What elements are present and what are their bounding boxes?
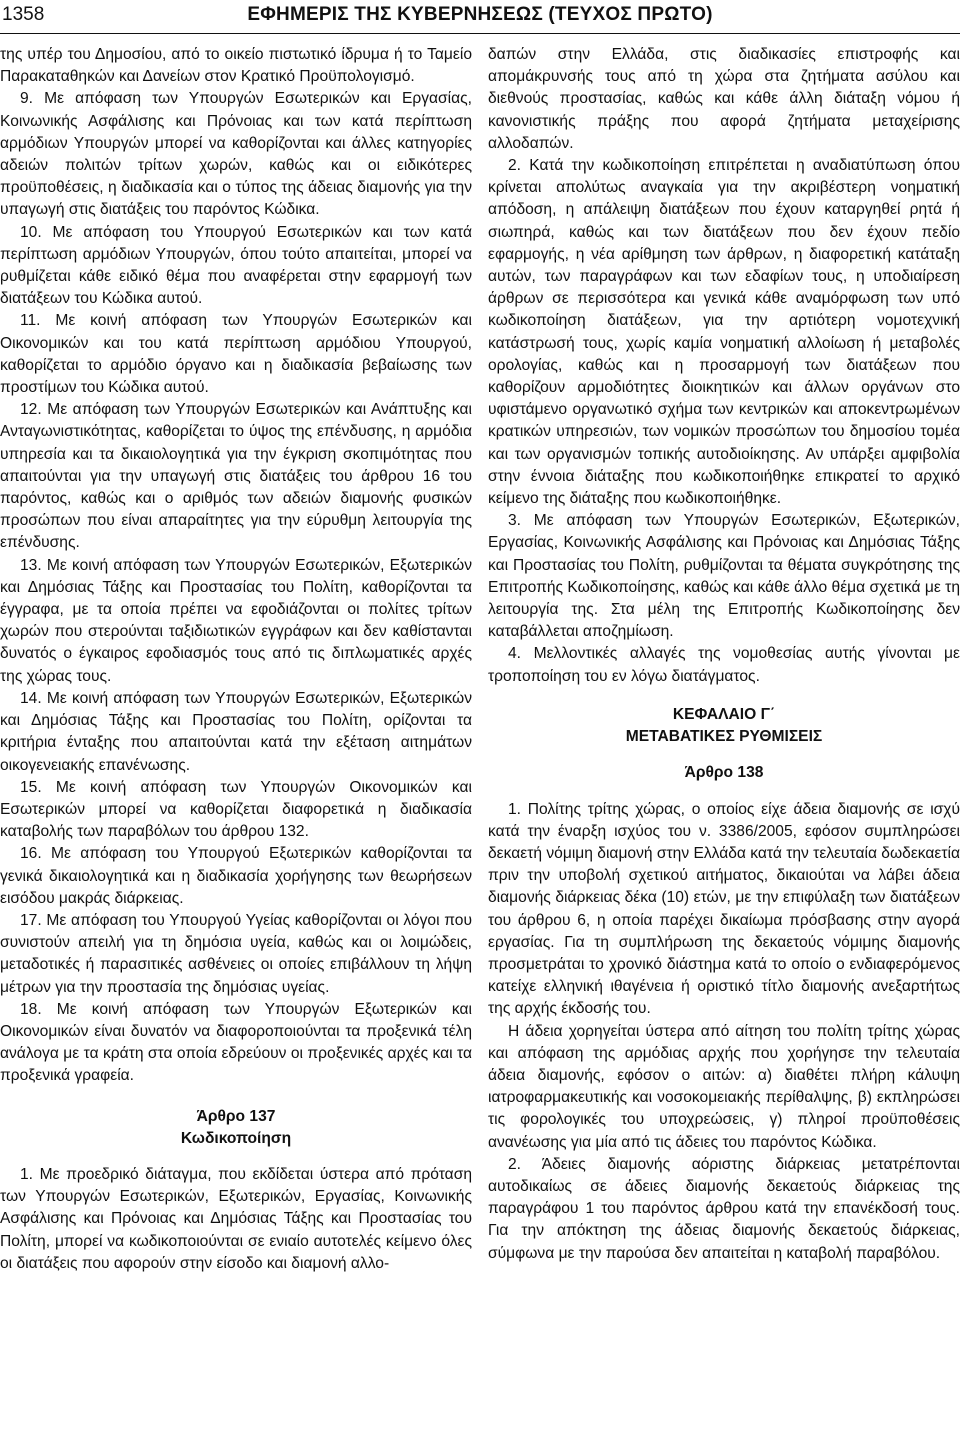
paragraph-16: 16. Με απόφαση του Υπουργού Εξωτερικών καθορίζονται τα γενικά δικαιολογητικά και η διαδικασία χορήγησης των θεωρήσεων εισόδου μακράς διάρκειας.	[0, 845, 472, 907]
paragraph-14: 14. Με κοινή απόφαση των Υπουργών Εσωτερικών, Εξωτερικών και Δημόσιας Τάξης και Προστασίας του Πολίτη, ορίζονται τα κριτήρια ένταξης που απαιτούνται κατά την εξέταση αιτημάτων οικογενειακής επανένωσης.	[0, 689, 472, 774]
paragraph-13: 13. Με κοινή απόφαση των Υπουργών Εσωτερικών, Εξωτερικών και Δημόσιας Τάξης και Προστασίας του Πολίτη, καθορίζονται τα έγγραφα, με τα οποία πρέπει να εφοδιάζονται οι πολίτες τρίτων χωρών που στερούνται ταξιδιωτικών εγγράφων και δεν καθίστανται δυνατός ο έγκαιρος εφοδιασμός τους από τις διπλωματικές αρχές της χώρας τους.	[0, 556, 472, 685]
article-138-paragraph-1: 1. Πολίτης τρίτης χώρας, ο οποίος είχε άδεια διαμονής σε ισχύ κατά την έναρξη ισχύος του ν. 3386/2005, εφόσον συμπληρώσει δεκαετή νόμιμη διαμονή στην Ελλάδα κατά την τελευταία δωδεκαετία πριν την υποβολή σχετικού αιτήματος, δικαιούται να λάβει άδεια διαμονής διάρκειας δέκα (10) ετών, με την επιφύλαξη των διατάξεων του άρθρου 6, η οποία παρέχει δικαίωμα πρόσβασης στην αγορά εργασίας. Για τη συμπλήρωση της δεκαετούς νόμιμης διαμονής προσμετράται το χρονικό διάστημα κατά το οποίο ο ενδιαφερόμενος κατείχε ελληνική ιθαγένεια ή οριστικό τίτλο διαμονής ανεξαρτήτως της αρχής έκδοσής του.	[488, 800, 960, 1018]
paragraph-9: 9. Με απόφαση των Υπουργών Εσωτερικών και Εργασίας, Κοινωνικής Ασφάλισης και Πρόνοιας και των κατά περίπτωση αρμόδιων Υπουργών μπορεί να καθορίζονται και άλλες κατηγορίες αδειών πολιτών τρίτων χωρών, καθώς και οι ειδικότερες προϋποθέσεις, η διαδικασία και ο τύπος της άδειας διαμονής για την υπαγωγή στις διατάξεις του παρόντος Κώδικα.	[0, 90, 472, 219]
left-column	[0, 44, 472, 1275]
article-138-paragraph-1-continued: Η άδεια χορηγείται ύστερα από αίτηση του πολίτη τρίτης χώρας και απόφαση της αρμόδιας αρχής που χορήγησε την τελευταία άδεια διαμονής, εφόσον ο αιτών: α) διαθέτει πλήρη κάλυψη ιατροφαρμακευτικής και νοσοκομειακής περίθαλψης, β) εκπληρώσει τις φορολογικές του υποχρεώσεις, γ) πληροί προϋποθέσεις ανανέωσης για μία από τις άδειες του παρόντος Κώδικα.	[488, 1022, 960, 1151]
paragraph-18: 18. Με κοινή απόφαση των Υπουργών Εξωτερικών και Οικονομικών είναι δυνατόν να διαφοροποιούνται τα προξενικά τέλη ανάλογα με τα κράτη στα οποία εδρεύουν οι προξενικές αρχές και τα προξενικά γραφεία.	[0, 1000, 472, 1085]
article-137-paragraph-3: 3. Με απόφαση των Υπουργών Εσωτερικών, Εξωτερικών, Εργασίας, Κοινωνικής Ασφάλισης και Πρόνοιας και Δημόσιας Τάξης και Προστασίας του Πολίτη, ρυθμίζονται τα θέματα συγκρότησης της Επιτροπής Κωδικοποίησης, καθώς και κάθε άλλο θέμα σχετικά με τη λειτουργία της. Στα μέλη της Επιτροπής Κωδικοποίησης δεν καταβάλλεται αποζημίωση.	[488, 512, 960, 641]
paragraph-11: 11. Με κοινή απόφαση των Υπουργών Εσωτερικών και Οικονομικών και του κατά περίπτωση αρμόδιου Υπουργού, καθορίζεται το αρμόδιο όργανο και η διαδικασία βεβαίωσης των προστίμων του Κώδικα αυτού.	[0, 312, 472, 397]
paragraph-17: 17. Με απόφαση του Υπουργού Υγείας καθορίζονται οι λόγοι που συνιστούν απειλή για τη δημόσια υγεία, καθώς και οι λοιμώδεις, μεταδοτικές ή παρασιτικές ασθένειες οι οποίες επιβάλλουν τη λήψη μέτρων για την προστασία της δημόσιας υγείας.	[0, 911, 472, 996]
article-137-paragraph-4: 4. Μελλοντικές αλλαγές της νομοθεσίας αυτής γίνονται με τροποποίηση του εν λόγω διατάγματος.	[488, 645, 960, 685]
article-137-title: Κωδικοποίηση	[180, 1129, 292, 1147]
page-number: 1358	[2, 4, 45, 25]
paragraph-continuation: δαπών στην Ελλάδα, στις διαδικασίες επιστροφής και απομάκρυνσής τους από τη χώρα στα ζητήματα ασύλου και διεθνούς προστασίας, καθώς και κάθε άλλη διάταξη νόμου ή κανονιστικής πράξης που αφορά ζητήματα μεταχείρισης αλλοδαπών.	[488, 46, 960, 152]
page-header	[0, 0, 960, 34]
paragraph-12: 12. Με απόφαση των Υπουργών Εσωτερικών και Ανάπτυξης και Ανταγωνιστικότητας, καθορίζεται το ύψος της επένδυσης, η αρμόδια υπηρεσία και τα δικαιολογητικά για την έγκριση σκοπιμότητας που απαιτούνται για την υπαγωγή στις διατάξεις του άρθρου 16 του παρόντος, καθώς και ο αριθμός των αδειών διαμονής φυσικών προσώπων που είναι απαραίτητες για την εύρυθμη λειτουργία της επένδυσης.	[0, 401, 472, 552]
paragraph-10: 10. Με απόφαση του Υπουργού Εσωτερικών και των κατά περίπτωση αρμόδιων Υπουργών, όπου τούτο απαιτείται, μπορεί να ρυθμίζεται κάθε ειδικό θέμα που αναφέρεται στην εφαρμογή των διατάξεων του Κώδικα αυτού.	[0, 223, 472, 308]
article-137-paragraph-1: 1. Με προεδρικό διάταγμα, που εκδίδεται ύστερα από πρόταση των Υπουργών Εσωτερικών, Εξωτερικών, Εργασίας, Κοινωνικής Ασφάλισης και Πρόνοιας και Δημόσιας Τάξης και Προστασίας του Πολίτη, μπορεί να κωδικοποιούνται σε ενιαίο αυτοτελές κείμενο όλες οι διατάξεις που αφορούν στην είσοδο και διαμονή αλλο-	[0, 1165, 472, 1272]
article-137-paragraph-2: 2. Κατά την κωδικοποίηση επιτρέπεται η αναδιατύπωση όπου κρίνεται απολύτως αναγκαία για την ακριβέστερη νοηματική απόδοση, η απάλειψη διατάξεων που έχουν καταργηθεί ρητά ή σιωπηρά, καθώς και των διατάξεων που δεν έχουν πεδίο εφαρμογής, η νέα αρίθμηση των άρθρων, η διαφορετική κατάταξη αυτών, των παραγράφων και των εδαφίων τους, η υποδιαίρεση άρθρων σε περισσότερα και γενικά κάθε αναμόρφωση των υπό κωδικοποίηση διατάξεων, για την αρτιότερη νομοτεχνική κατάστρωσή τους, χωρίς καμία νοηματική αλλοίωση ή μεταβολές ορολογίας, καθώς και η προσαρμογή των διατάξεων που καθορίζουν αρμοδιότητες διοικητικών και άλλων οργάνων στο υφιστάμενο οργανωτικό σχήμα των κεντρικών και αποκεντρωμένων κρατικών υπηρεσιών, των νομικών προσώπων του δημοσίου τομέα και των οργανισμών τοπικής αυτοδιοίκησης. Αν υπάρξει αμφιβολία στην έννοια διάταξης που κωδικοποιήθηκε επικρατεί το αρχικό κείμενο της διάταξης που κωδικοποιήθηκε.	[488, 157, 960, 508]
paragraph-15: 15. Με κοινή απόφαση των Υπουργών Οικονομικών και Εσωτερικών μπορεί να καθορίζεται διαφορετικά η διαδικασία καταβολής των παραβόλων του άρθρου 132.	[0, 778, 472, 841]
header-divider	[0, 33, 960, 34]
article-138-paragraph-2: 2. Άδειες διαμονής αόριστης διάρκειας μετατρέπονται αυτοδικαίως σε άδειες διαμονής δεκαετούς διάρκειας της παραγράφου 1 του παρόντος άρθρου κατά την επανέκδοσή τους. Για την απόκτηση της άδειας διαμονής δεκαετούς διάρκειας, σύμφωνα με την παρούσα δεν απαιτείται η καταβολή παραβόλου.	[488, 1155, 960, 1262]
right-column	[488, 44, 960, 1265]
article-137-heading: Άρθρο 137	[196, 1107, 276, 1125]
article-138-heading: Άρθρο 138	[684, 764, 764, 782]
chapter-heading: ΚΕΦΑΛΑΙΟ Γ΄	[672, 705, 776, 723]
gazette-title: ΕΦΗΜΕΡΙΣ ΤΗΣ ΚΥΒΕΡΝΗΣΕΩΣ (ΤΕΥΧΟΣ ΠΡΩΤΟ)	[247, 4, 713, 25]
paragraph-continuation: της υπέρ του Δημοσίου, από το οικείο πιστωτικό ίδρυμα ή το Ταμείο Παρακαταθηκών και Δανείων στον Κρατικό Προϋπολογισμό.	[0, 46, 472, 86]
chapter-title: ΜΕΤΑΒΑΤΙΚΕΣ ΡΥΘΜΙΣΕΙΣ	[625, 728, 823, 746]
